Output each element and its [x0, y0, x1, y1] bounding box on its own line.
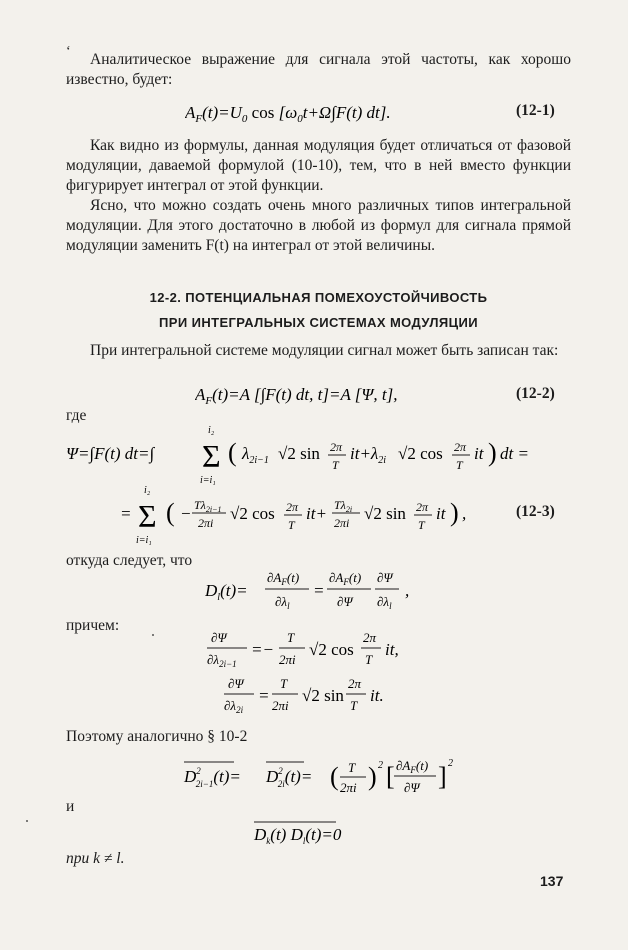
equation-12-1: [185, 96, 505, 128]
page-number: 137: [540, 873, 564, 889]
stray-mark: ‘: [66, 44, 71, 59]
svg-text:i=i₁: i=i₁: [200, 475, 216, 486]
label-and: и: [66, 798, 75, 815]
svg-text:∂Ψ: ∂Ψ: [404, 780, 420, 795]
svg-text:√2 sin: √2 sin: [278, 444, 320, 463]
svg-text:∂λl: $\partial\lambda_l$: [275, 594, 290, 611]
svg-text:2: 2: [378, 760, 383, 771]
svg-text:(: (: [166, 498, 175, 527]
paragraph-variants: Ясно, что можно создать очень много различных типов интегральной модуляции. Для этого достаточно в любой из формул для сигнала прямой модуляции заменить F(t) на интеграл от этой величины.: [66, 197, 571, 254]
svg-text:λ2i−1: $\lambda_{2i-1}$: [242, 444, 269, 466]
svg-text:it,: it,: [385, 640, 399, 659]
svg-text:]: ]: [438, 762, 447, 791]
svg-text:D22i(t)=: $D^2$ 2i(t)=: [266, 766, 313, 789]
svg-text:it+λ2i: $it+\lambda_{2i}$: [350, 444, 387, 466]
svg-text:=: =: [313, 581, 325, 600]
svg-text:): ): [488, 438, 497, 467]
svg-text:2π: 2π: [286, 500, 299, 514]
svg-text:2π: 2π: [363, 630, 377, 645]
svg-text:√2 sin: √2 sin: [364, 504, 406, 523]
svg-text:∂AF(t): $\partial A_F(t)$: [267, 570, 300, 587]
svg-text:=: =: [258, 686, 270, 705]
svg-text:∂AF(t): $\partial A_F(t)$: [329, 570, 362, 587]
svg-text:2π: 2π: [348, 676, 362, 691]
svg-text:[: [: [386, 762, 395, 791]
svg-text:i=i₁: i=i₁: [136, 535, 152, 546]
svg-text:T: T: [348, 760, 356, 775]
equation-12-3-line1: [66, 425, 576, 487]
svg-text:√2 sin: √2 sin: [302, 686, 344, 705]
equation-12-2: [195, 380, 495, 410]
svg-text:AF(t)=A [∫F(t) dt, t]=A [Ψ, t]: $A_F(t)=A$ [∫F(t) dt, t]=A [Ψ, t],: [195, 385, 398, 407]
svg-text:it.: it.: [370, 686, 384, 705]
equation-number: (12-3): [516, 503, 555, 520]
svg-text:=: =: [120, 504, 132, 523]
equation-dpsi-1: [205, 628, 435, 672]
svg-text:2π: 2π: [330, 440, 343, 454]
svg-text:2πi: 2πi: [279, 652, 296, 667]
svg-text:2π: 2π: [454, 440, 467, 454]
svg-text:2π: 2π: [416, 500, 429, 514]
equation-dpsi-2: [222, 674, 422, 718]
svg-text:2πi: 2πi: [272, 698, 289, 713]
svg-text:2πi: 2πi: [198, 516, 214, 530]
svg-text:√2 cos: √2 cos: [398, 444, 443, 463]
svg-text:T: T: [456, 458, 463, 472]
svg-text:2πi: 2πi: [334, 516, 350, 530]
svg-text:T: T: [350, 698, 358, 713]
svg-text:Σ: Σ: [138, 498, 157, 534]
svg-text:T: T: [280, 676, 288, 691]
svg-text:(: (: [330, 762, 339, 791]
svg-text:i₂: i₂: [208, 425, 215, 436]
svg-text:i₂: i₂: [144, 485, 151, 496]
svg-text:it+: it+: [306, 504, 327, 523]
section-heading-line2: ПРИ ИНТЕГРАЛЬНЫХ СИСТЕМАХ МОДУЛЯЦИИ: [159, 315, 478, 330]
label-therefore: Поэтому аналогично § 10-2: [66, 728, 248, 745]
label-moreover: причем:: [66, 617, 120, 634]
svg-text:−: −: [180, 504, 192, 523]
svg-text:∂AF(t): $\partial A_F(t)$: [396, 758, 429, 775]
paragraph-intro: Аналитическое выражение для сигнала этой частоты, как хорошо известно, будет:: [66, 51, 571, 88]
svg-text:2πi: 2πi: [340, 780, 357, 795]
paragraph-comparison: Как видно из формулы, данная модуляция будет отличаться от фазовой модуляции, даваемой формулой (10-10), тем, что в ней вместо функции фигурирует интеграл от этой функции.: [66, 137, 571, 194]
svg-text:∂Ψ: ∂Ψ: [337, 594, 353, 609]
equation-number: (12-2): [516, 385, 555, 402]
equation-12-3-line2: [120, 485, 510, 547]
equation-zero: [252, 818, 382, 848]
label-condition: при k ≠ l.: [66, 850, 125, 867]
svg-text:it: it: [474, 444, 484, 463]
label-where: где: [66, 407, 87, 424]
svg-text:2: 2: [448, 758, 453, 769]
svg-text:D22i−1(t)=: $D^2$ 2i−1(t)=: [184, 766, 241, 789]
svg-text:dt =: dt =: [500, 444, 529, 463]
svg-text:AF(t)=U0 cos [ω0t+Ω∫F(t) dt].: $A_F(t)=U_0$ $\cos [\omega_0t+\Omega\int F(t)$ dt].: [185, 103, 391, 125]
svg-text:Tλ2i: $T\lambda_{2i}$: [334, 498, 353, 514]
svg-text:T: T: [288, 518, 295, 532]
svg-text:,: ,: [462, 504, 467, 523]
svg-text:∂λ2i: $\partial\lambda_{2i}$: [224, 698, 244, 715]
svg-text:∂Ψ: ∂Ψ: [211, 630, 227, 645]
svg-text:T: T: [287, 630, 295, 645]
svg-text:∂Ψ: ∂Ψ: [228, 676, 244, 691]
section-heading-line1: 12-2. ПОТЕНЦИАЛЬНАЯ ПОМЕХОУСТОЙЧИВОСТЬ: [149, 290, 488, 305]
svg-text:T: T: [365, 652, 373, 667]
svg-text:Σ: Σ: [202, 438, 221, 474]
svg-text:Tλ2i−1: $T\lambda_{2i-1}$: [194, 498, 222, 514]
svg-text:T: T: [418, 518, 425, 532]
svg-text:√2 cos: √2 cos: [309, 640, 354, 659]
svg-text:√2 cos: √2 cos: [230, 504, 275, 523]
equation-dl: [205, 566, 435, 614]
svg-text:=−: =−: [251, 640, 274, 659]
equation-variance: [182, 752, 462, 798]
paragraph-signal: При интегральной системе модуляции сигнал может быть записан так:: [90, 342, 559, 359]
svg-text:): ): [368, 762, 377, 791]
svg-text:,: ,: [405, 581, 410, 600]
svg-text:T: T: [332, 458, 339, 472]
svg-text:∂λ2i−1: $\partial\lambda_{2i-1}$: [207, 652, 237, 669]
label-whence: откуда следует, что: [66, 552, 193, 569]
equation-number: (12-1): [516, 102, 555, 119]
svg-text:(: (: [228, 438, 237, 467]
svg-text:Dl(t)=: $D_l(t)=$: [205, 581, 248, 603]
svg-text:∂λl: $\partial\lambda_l$: [377, 594, 392, 611]
paper-speck: [26, 820, 28, 822]
paper-speck: [152, 634, 154, 636]
svg-text:): ): [450, 498, 459, 527]
svg-text:Dk(t) Dl(t)=0: $D_k(t)$ $D_l(t)=0$: [254, 825, 342, 846]
svg-text:∂Ψ: ∂Ψ: [377, 570, 393, 585]
svg-text:it: it: [436, 504, 446, 523]
svg-text:Ψ=∫F(t) dt=∫: Ψ=∫F(t) dt=∫: [66, 444, 155, 463]
